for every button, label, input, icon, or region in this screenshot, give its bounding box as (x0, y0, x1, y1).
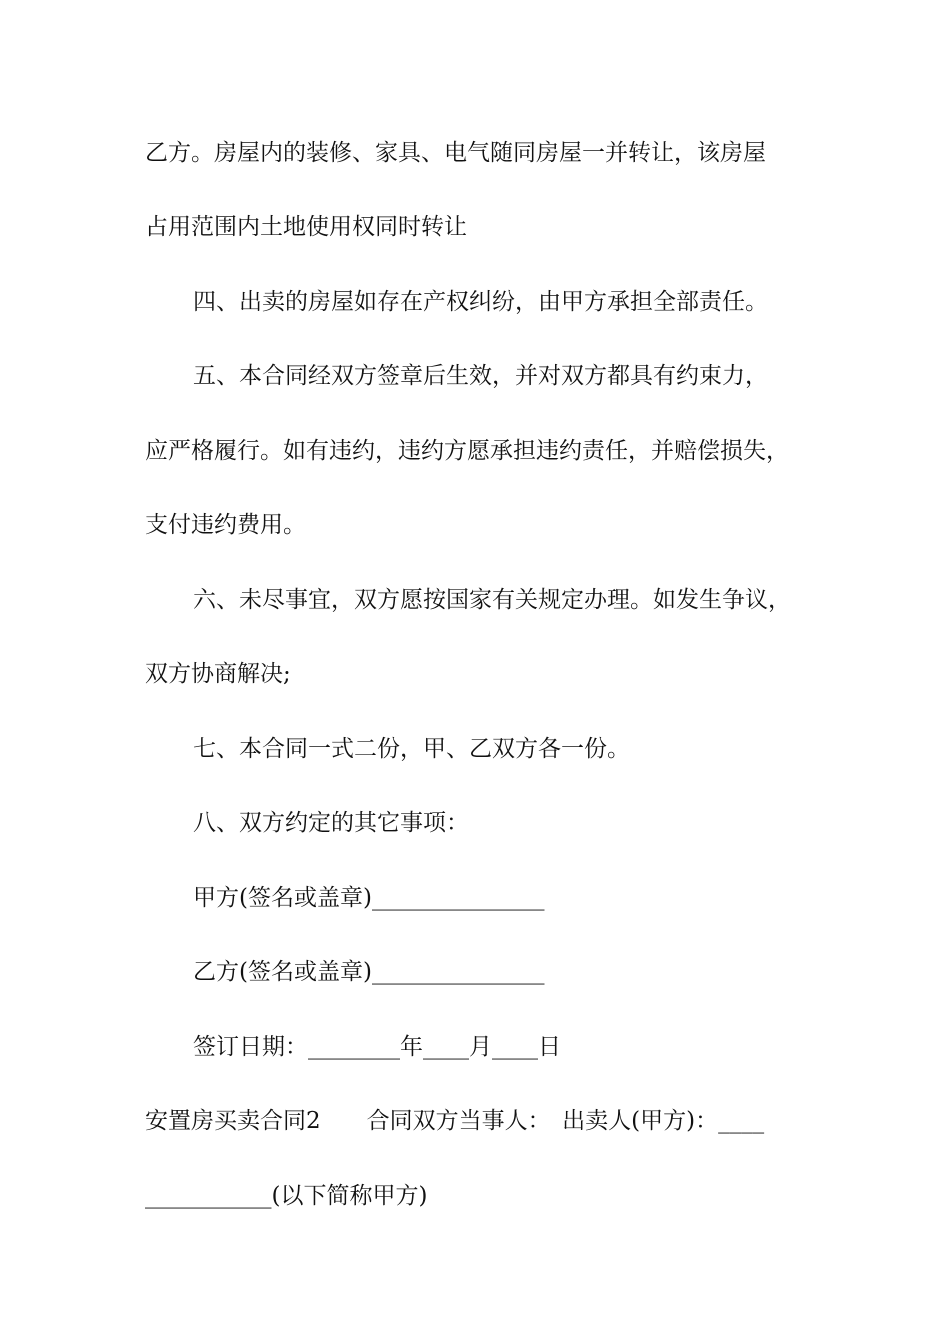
clause-seven: 七、本合同一式二份，甲、乙双方各一份。 (193, 736, 630, 762)
contract-2-party-a-line: ___________(以下简称甲方) (145, 1183, 428, 1209)
clause-four: 四、出卖的房屋如存在产权纠纷，由甲方承担全部责任。 (193, 289, 768, 315)
clause-eight: 八、双方约定的其它事项： (193, 810, 469, 836)
clause-five-end: 支付违约费用。 (145, 512, 306, 538)
clause-five: 五、本合同经双方签章后生效，并对双方都具有约束力， (193, 363, 768, 389)
clause-six: 六、未尽事宜，双方愿按国家有关规定办理。如发生争议， (193, 587, 791, 613)
signing-date-line: 签订日期：________年____月____日 (193, 1034, 561, 1060)
contract-2-heading-line: 安置房买卖合同2 合同双方当事人： 出卖人(甲方)：____ (145, 1108, 765, 1134)
paragraph-line-1: 乙方。房屋内的装修、家具、电气随同房屋一并转让，该房屋 (145, 140, 766, 166)
party-a-signature-line: 甲方(签名或盖章)_______________ (193, 885, 545, 911)
party-b-signature-line: 乙方(签名或盖章)_______________ (193, 959, 545, 985)
clause-five-continued: 应严格履行。如有违约，违约方愿承担违约责任，并赔偿损失， (145, 438, 789, 464)
clause-six-end: 双方协商解决; (145, 661, 291, 687)
paragraph-line-2: 占用范围内土地使用权同时转让 (145, 214, 467, 240)
